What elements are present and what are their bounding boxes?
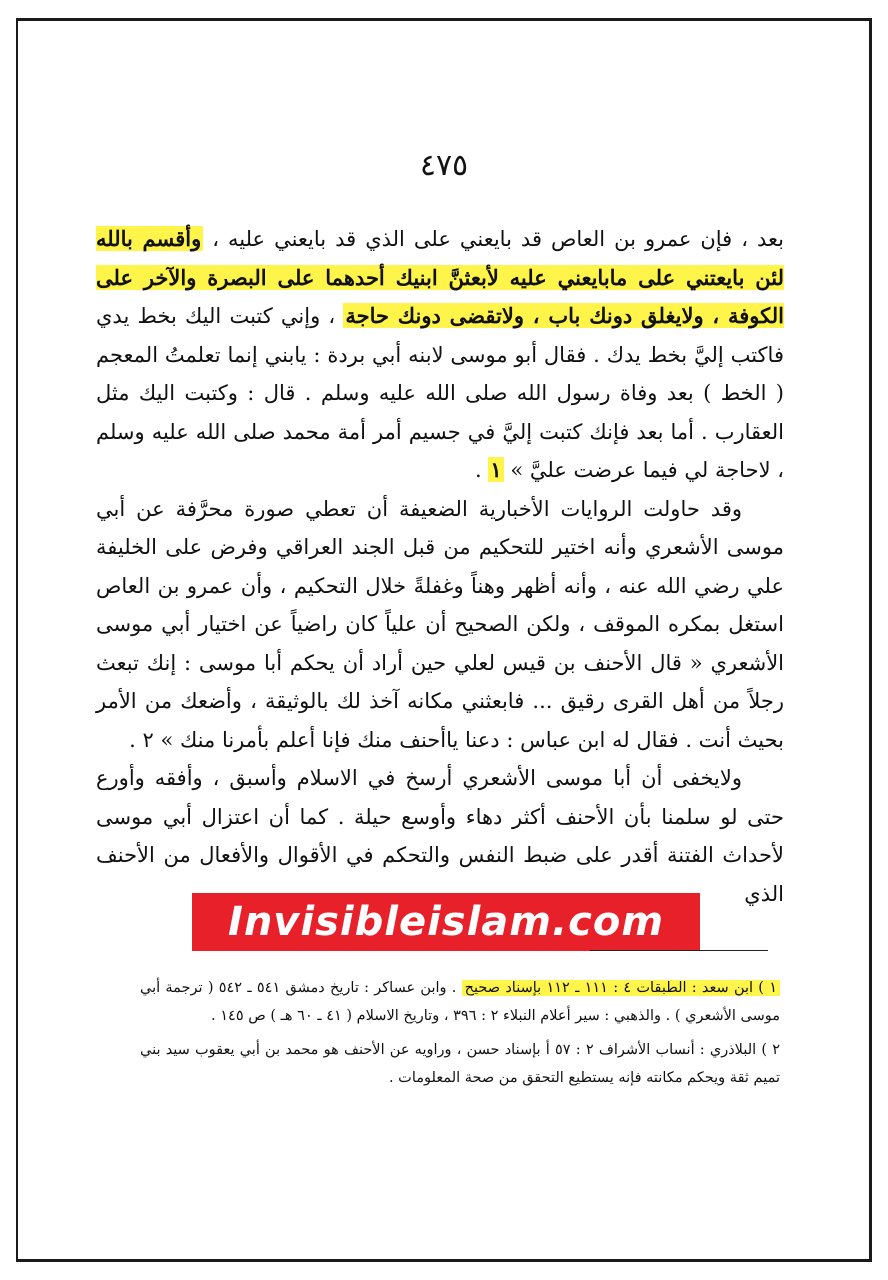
paragraph-1: [96, 220, 784, 490]
footnotes: [140, 974, 780, 1098]
footnote-divider: [590, 950, 768, 951]
footnote-ref-1: ١: [490, 457, 502, 482]
footnote-1: [140, 974, 780, 1030]
footnote-1-highlight: ١ ) ابن سعد : الطبقات ٤ : ١١١ ـ ١١٢ بإسناد صحيح: [462, 980, 780, 996]
highlighted-quote: وأقسم بالله لئن بايعتني على مابايعني عليه لأبعثنَّ ابنيك أحدهما على البصرة والآخر على الكوفة ، ولايغلق دونك باب ، ولاتقضى دونك حاجة: [96, 226, 784, 328]
footnote-1-rest: . وابن عساكر : تاريخ دمشق ٥٤١ ـ ٥٤٢ ( ترجمة أبي موسى الأشعري ) . والذهبي : سير أعلام النبلاء ٢ : ٣٩٦ ، وتاريخ الاسلام ( ٤١ ـ ٦٠ هـ ) ص ١٤٥ .: [140, 980, 780, 1024]
paragraph-2: وقد حاولت الروايات الأخبارية الضعيفة أن تعطي صورة محرَّفة عن أبي موسى الأشعري وأنه اختير للتحكيم من قبل الجند العراقي وفرض على الخليفة علي رضي الله عنه ، وأنه أظهر وهناً وغفلةً خلال التحكيم ، وأن عمرو بن العاص استغل بمكره الموقف ، ولكن الصحيح أن علياً كان راضياً عن اختيار أبي موسى الأشعري « قال الأحنف بن قيس لعلي حين أراد أن يحكم أبا موسى : إنك تبعث رجلاً من أهل القرى رقيق ... فابعثني مكانه آخذ لك بالوثيقة ، وأضعك من الأمر بحيث أنت . فقال له ابن عباس : دعنا ياأحنف منك فإنا أعلم بأمرنا منك » ٢ .: [96, 496, 784, 752]
paragraph-3: ولايخفى أن أبا موسى الأشعري أرسخ في الاسلام وأسبق ، وأفقه وأورع حتى لو سلمنا بأن الأحنف أكثر دهاء وأوسع حيلة . كما أن اعتزال أبي موسى لأحداث الفتنة أقدر على ضبط النفس والتحكم في الأقوال والأفعال من الأحنف الذي: [96, 766, 784, 906]
paragraph-1-continuation: ، وإني كتبت اليك بخط يدي فاكتب إليَّ بخط يدك . فقال أبو موسى لابنه أبي بردة : يابني إنما تعلمتُ المعجم ( الخط ) بعد وفاة رسول الله صلى الله عليه وسلم . قال : وكتبت اليك مثل العقارب . أما بعد فإنك كتبت إليَّ في جسيم أمر أمة محمد صلى الله عليه وسلم ، لاحاجة لي فيما عرضت عليَّ »: [96, 304, 784, 482]
footnote-2: ٢ ) البلاذري : أنساب الأشراف ٢ : ٥٧ أ بإسناد حسن ، وراويه عن الأحنف هو محمد بن أبي يعقوب سيد بني تميم ثقة ويحكم مكانته فإنه يستطيع التحقق من صحة المعلومات .: [140, 1042, 780, 1086]
paragraph-1-opening: بعد ، فإن عمرو بن العاص قد بايعني على الذي قد بايعني عليه ،: [203, 227, 784, 251]
page-number: ٤٧٥: [419, 148, 469, 183]
main-text: [96, 220, 784, 913]
paragraph-1-end: .: [475, 458, 489, 482]
watermark-banner: Invisibleislam.com: [192, 893, 700, 951]
